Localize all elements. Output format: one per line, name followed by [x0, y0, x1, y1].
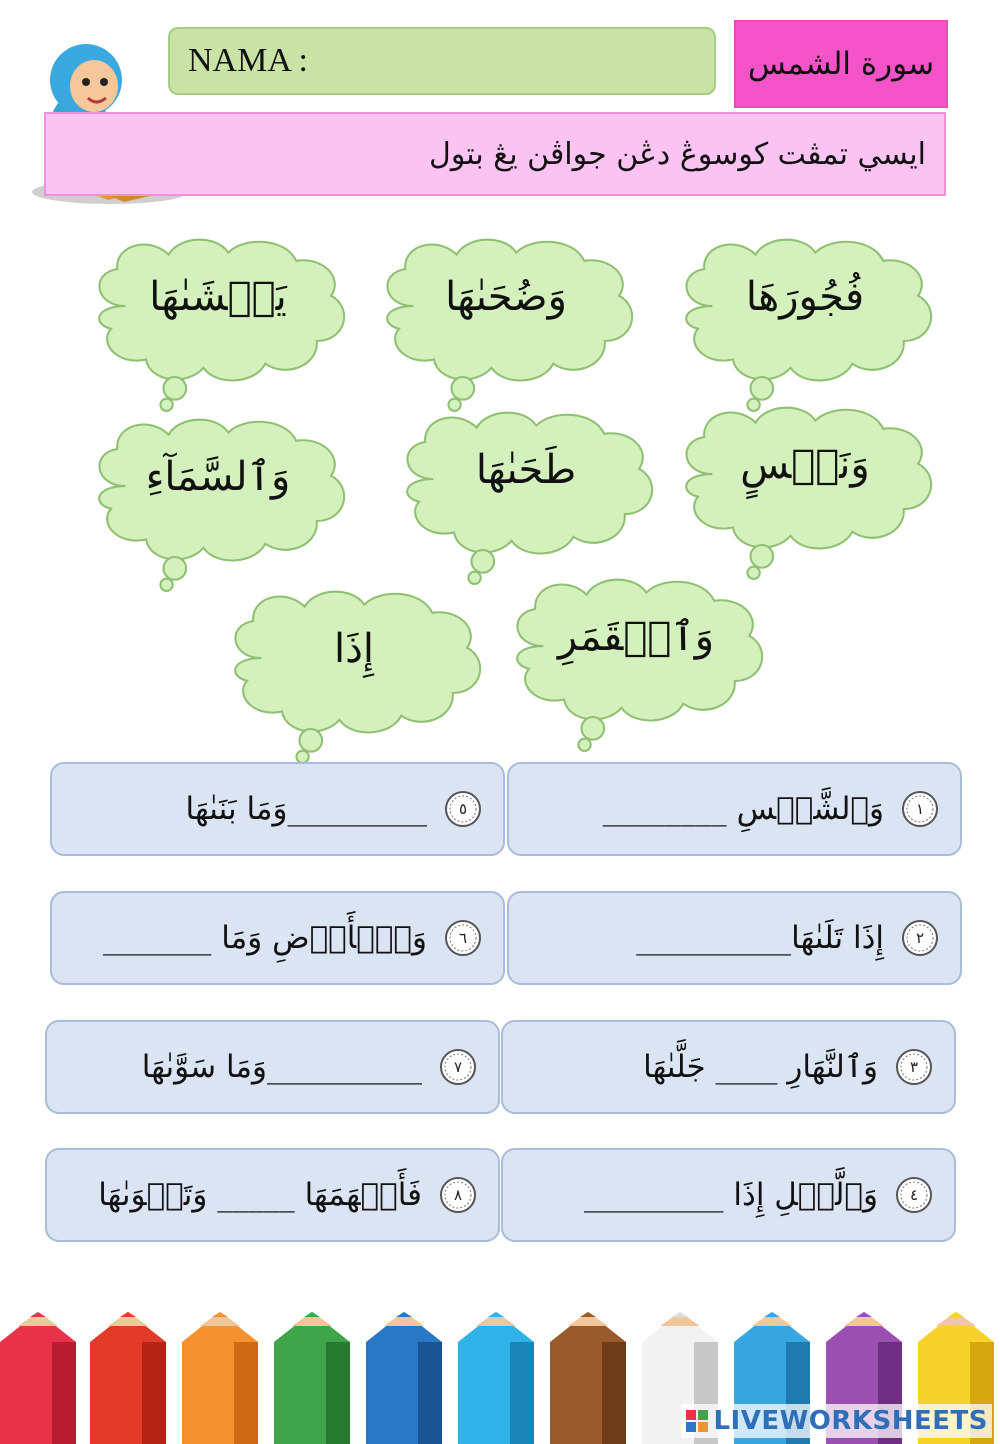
word-cloud[interactable] [665, 232, 945, 412]
watermark [681, 1404, 992, 1438]
word-cloud[interactable] [214, 584, 494, 764]
word-option: وَٱلسَّمَآءِ [145, 453, 291, 500]
liveworksheets-logo-icon [685, 1409, 709, 1433]
instruction-text: ايسي تمڤت كوسوڠ دڠن جواڤن يڠ بتول [429, 136, 926, 172]
pencil-icon [0, 1312, 76, 1444]
word-cloud[interactable] [496, 572, 776, 752]
pencil-icon [182, 1312, 258, 1444]
ayah-number: ٥ [458, 800, 468, 818]
watermark-text: LIVEWORKSHEETS [713, 1406, 988, 1436]
word-option: طَحَىٰهَا [475, 446, 577, 493]
ayah-number-marker [438, 1175, 478, 1215]
ayah-number: ٨ [453, 1186, 463, 1204]
ayah-number: ١ [915, 800, 925, 818]
ayah-blank-box[interactable] [507, 891, 962, 985]
ayah-number-marker [900, 918, 940, 958]
pencil-icon [366, 1312, 442, 1444]
ayah-blank-box[interactable] [501, 1148, 956, 1242]
word-cloud[interactable] [665, 400, 945, 580]
ayah-text: وَٱلَّيۡلِ إِذَا _________ [584, 1177, 878, 1213]
word-option: يَغۡشَىٰهَا [149, 273, 287, 320]
ayah-number-marker [894, 1047, 934, 1087]
ayah-text: فَأَلۡهَمَهَا _____ وَتَقۡوَىٰهَا [98, 1177, 422, 1213]
ayah-blank-box[interactable] [501, 1020, 956, 1114]
word-option: فُجُورَهَا [745, 273, 865, 320]
name-label: NAMA : [188, 42, 308, 79]
ayah-number-marker [438, 1047, 478, 1087]
ayah-number: ٦ [458, 929, 468, 947]
ayah-number: ٣ [909, 1058, 919, 1076]
ayah-number-marker [894, 1175, 934, 1215]
word-cloud[interactable] [78, 232, 358, 412]
ayah-blank-box[interactable] [50, 891, 505, 985]
instruction-banner [44, 112, 946, 196]
word-option: وَنَفۡسٍ [740, 441, 870, 488]
ayah-blank-box[interactable] [507, 762, 962, 856]
word-cloud[interactable] [78, 412, 358, 592]
ayah-number: ٢ [915, 929, 925, 947]
word-cloud[interactable] [366, 232, 646, 412]
ayah-blank-box[interactable] [45, 1148, 500, 1242]
pencil-icon [274, 1312, 350, 1444]
pencil-icon [90, 1312, 166, 1444]
ayah-blank-box[interactable] [50, 762, 505, 856]
word-option: وَضُحَىٰهَا [445, 273, 567, 320]
name-field[interactable] [168, 27, 716, 95]
surah-title: سورة الشمس [747, 46, 935, 82]
ayah-blank-box[interactable] [45, 1020, 500, 1114]
ayah-number: ٧ [453, 1058, 463, 1076]
pencil-icon [458, 1312, 534, 1444]
word-option: وَٱلۡقَمَرِ [557, 613, 715, 660]
ayah-text: وَٱلشَّمۡسِ ________ [602, 791, 884, 827]
ayah-number-marker [443, 918, 483, 958]
word-option: إِذَا [333, 625, 375, 672]
ayah-text: __________وَمَا سَوَّىٰهَا [141, 1049, 422, 1085]
ayah-text: إِذَا تَلَىٰهَا__________ [636, 920, 884, 956]
ayah-text: وَٱلۡأَرۡضِ وَمَا _______ [102, 920, 427, 956]
pencil-icon [550, 1312, 626, 1444]
ayah-text: وَٱلنَّهَارِ ____ جَلَّىٰهَا [643, 1049, 878, 1085]
ayah-number-marker [900, 789, 940, 829]
ayah-number-marker [443, 789, 483, 829]
word-cloud[interactable] [386, 405, 666, 585]
ayah-text: _________وَمَا بَنَىٰهَا [185, 791, 427, 827]
surah-title-box [734, 20, 948, 108]
ayah-number: ٤ [909, 1186, 919, 1204]
